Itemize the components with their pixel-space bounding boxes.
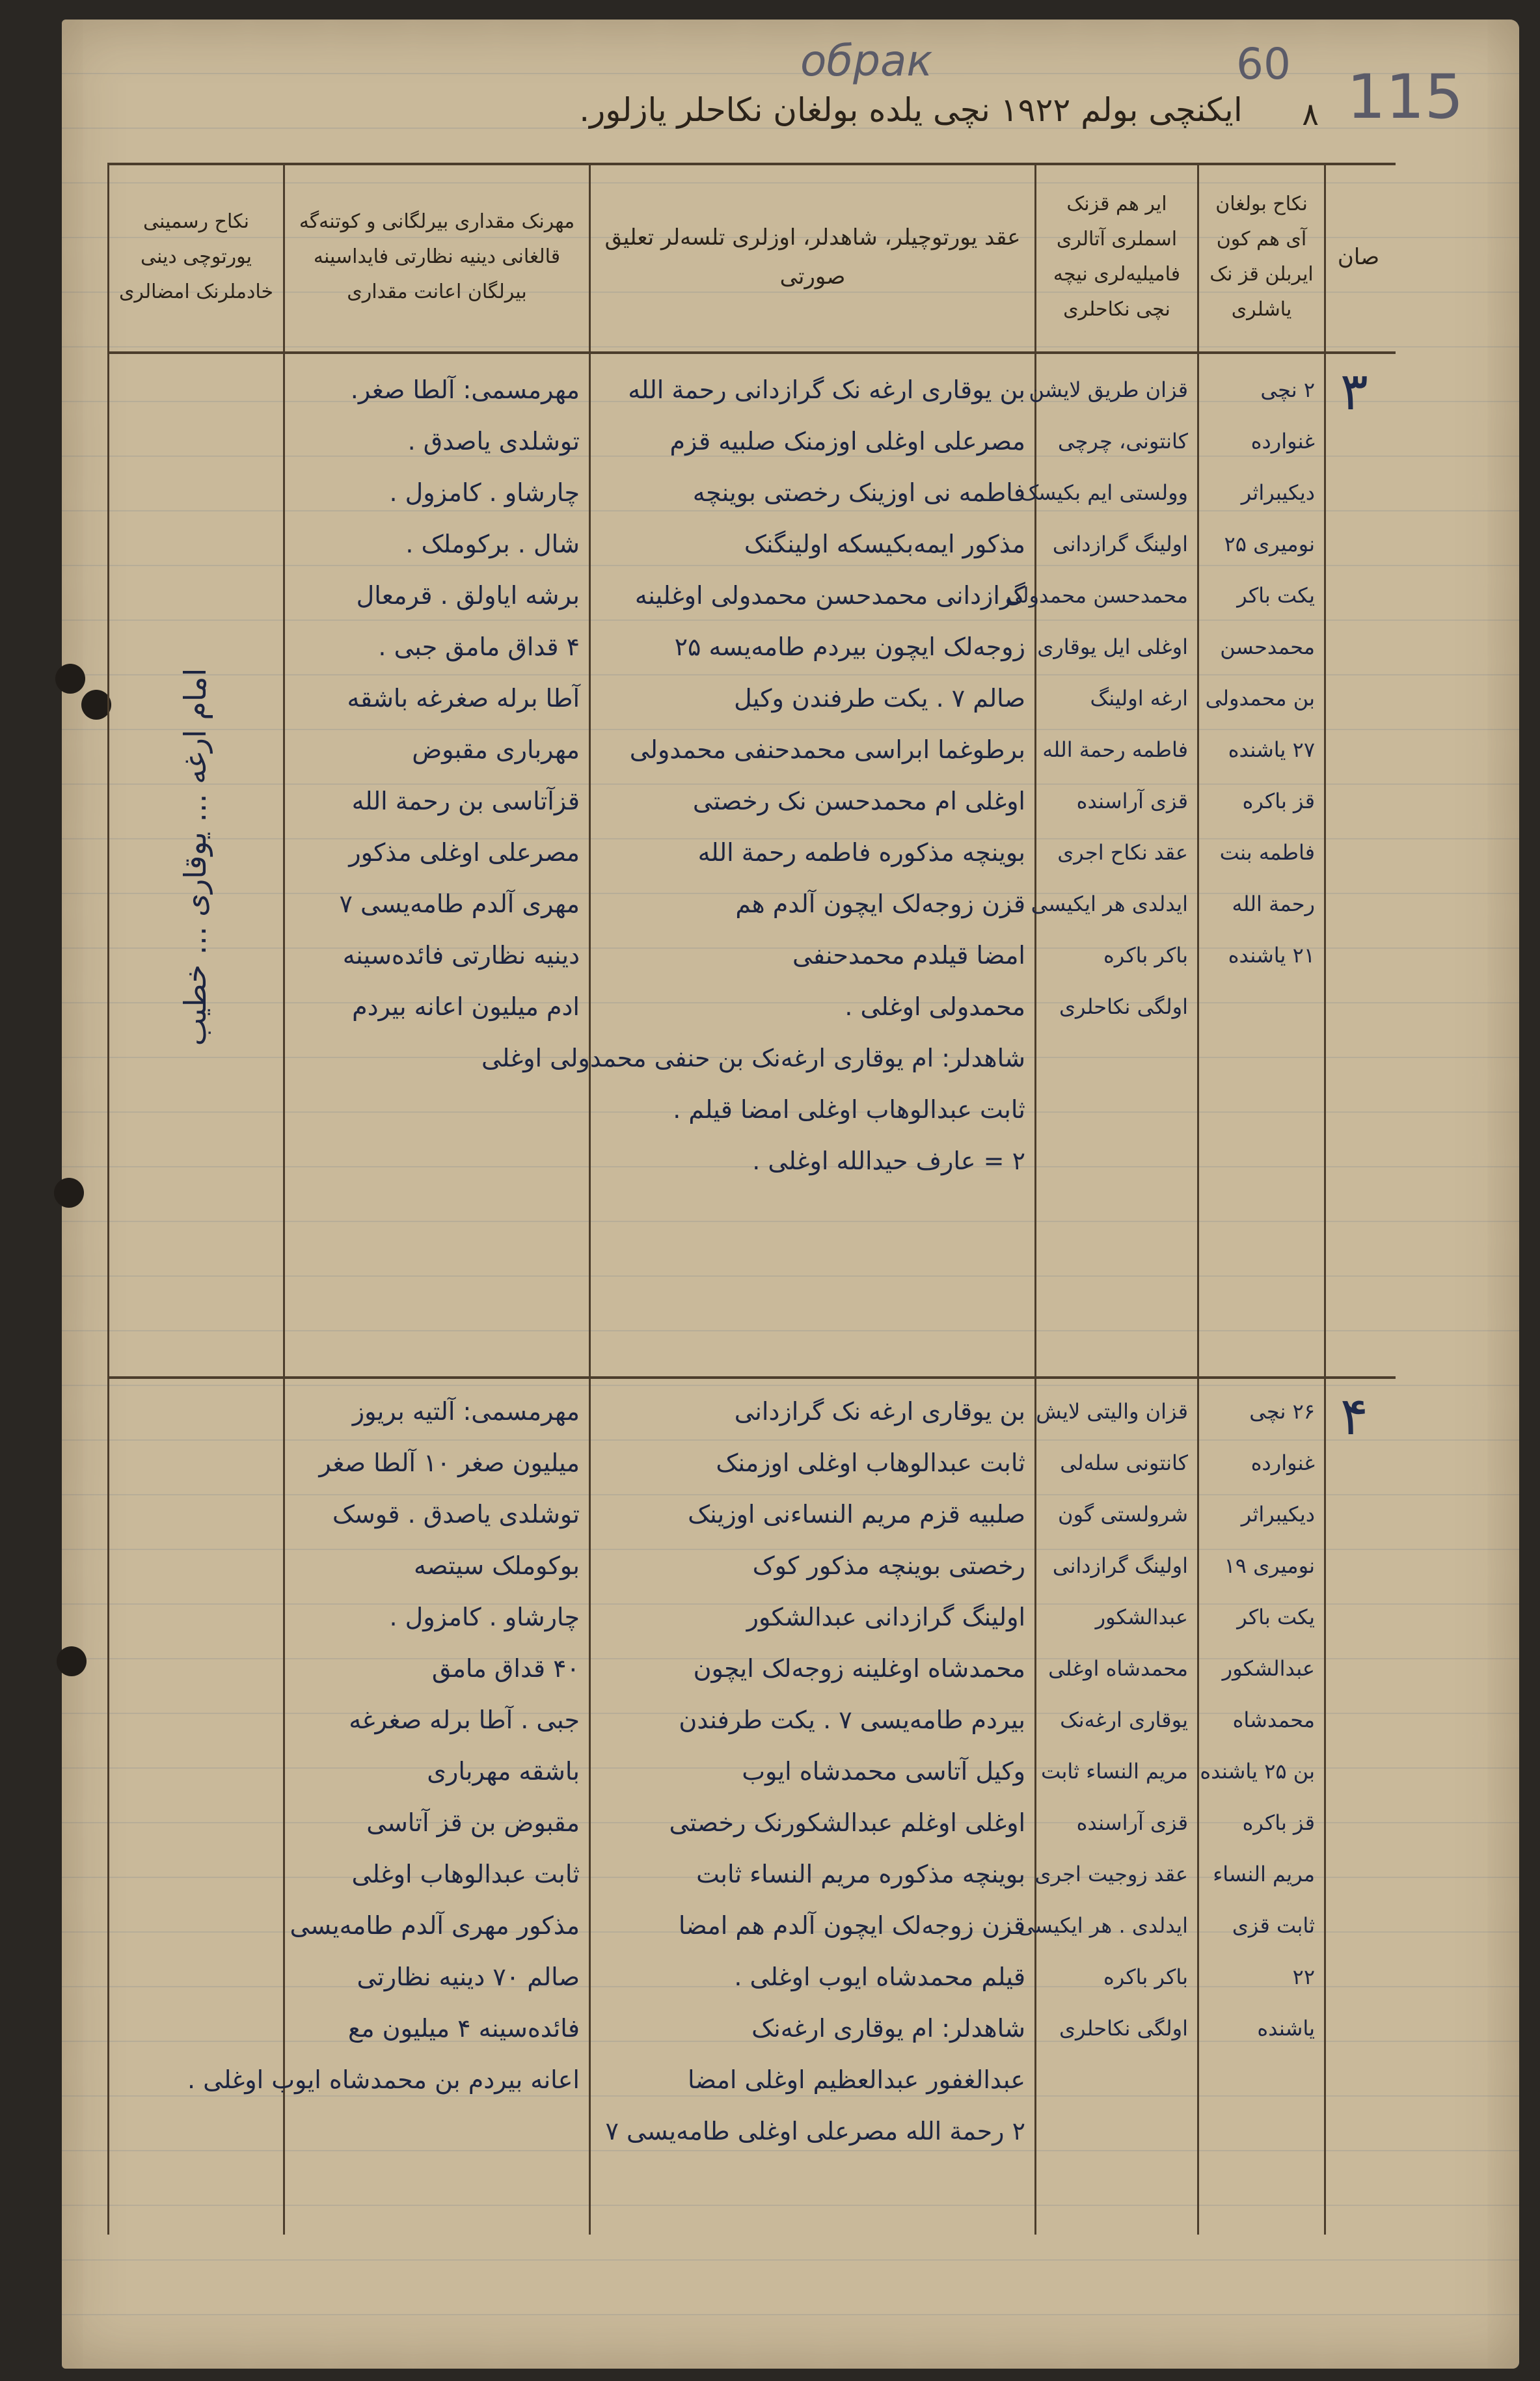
date-line: غنوارده xyxy=(1250,1450,1315,1475)
names-line: باکر باکره xyxy=(1103,943,1188,968)
entry-names xyxy=(1005,364,1197,1033)
mahr-line: ۴۰ قداق مامق xyxy=(431,1654,580,1683)
date-line: یکت باکر xyxy=(1237,1605,1315,1629)
date-line: نومیری ۲۵ xyxy=(1224,532,1315,556)
mahr-line: مهری آلدم طامه‌یسی ۷ xyxy=(339,890,580,918)
mahr-line: مصرعلی اوغلی مذکور xyxy=(349,838,580,867)
details-line: زوجه‌لک ایچون بیردم طامه‌یسه ۲۵ xyxy=(674,633,1025,661)
column-header-number: صان xyxy=(1337,244,1380,270)
mahr-line: مقبوض بن قز آتاسی xyxy=(366,1808,580,1837)
details-line: مصرعلی اوغلی اوزمنک صلبیه قزم xyxy=(669,427,1025,456)
mahr-line: برشه ایاولق . قرمعال xyxy=(356,581,580,610)
entry-date-ages xyxy=(1199,1386,1324,2054)
mahr-line: اعانه بیردم بن محمدشاه ایوب اوغلی . xyxy=(187,2065,580,2094)
names-line: محمدشاه اوغلی xyxy=(1048,1656,1188,1681)
details-line: صالم ۷ . یکت طرفندن وکیل xyxy=(734,684,1025,713)
witness-line: ثابت عبدالوهاب اوغلی امضا قیلم . xyxy=(673,1095,1025,1124)
details-line: بن یوقاری ارغه نک گرازدانی xyxy=(734,1397,1025,1426)
names-line: عقد نکاح اجری xyxy=(1057,840,1188,865)
date-line: ۲۷ یاشنده xyxy=(1228,737,1315,762)
mahr-line: ثابت عبدالوهاب اوغلی xyxy=(351,1860,580,1888)
column-header-names: ایر هم قزنک اسملری آتالری فامیلیه‌لری نیچه نچی نکاحلری xyxy=(1053,193,1181,321)
entry-witnesses xyxy=(285,1033,1034,1187)
date-line: یاشنده xyxy=(1257,2016,1315,2041)
mahr-line: مهرمسمی: آلتیه بریوز xyxy=(352,1397,580,1426)
names-line: اولینگ گرازدانی xyxy=(1052,1553,1188,1578)
names-line: کانتونی، چرچی xyxy=(1057,429,1188,454)
details-line: محمدشاه اوغلینه زوجه‌لک ایچون xyxy=(693,1654,1025,1683)
date-line: مریم النساء xyxy=(1213,1862,1315,1886)
date-line: ۲ نچی xyxy=(1260,377,1315,402)
mahr-line: مذکور مهری آلدم طامه‌یسی xyxy=(290,1911,580,1940)
column-rule xyxy=(1324,165,1326,2235)
mahr-line: توشلدی یاصدق . xyxy=(407,427,580,456)
names-line: ارغه اولینگ xyxy=(1090,686,1188,711)
entry-witnesses xyxy=(285,2106,1034,2157)
details-line: بن یوقاری ارغه نک گرازدانی رحمة الله xyxy=(628,375,1025,404)
details-line: بیردم طامه‌یسی ۷ . یکت طرفندن xyxy=(679,1706,1025,1734)
date-line: قز باکره xyxy=(1242,789,1315,813)
details-line: رخصتی بوینچه مذکور کوک xyxy=(752,1551,1025,1580)
names-line: مریم النساء ثابت xyxy=(1041,1759,1188,1784)
details-line: قیلم محمدشاه ایوب اوغلی . xyxy=(734,1963,1025,1991)
details-line: وکیل آتاسی محمدشاه ایوب xyxy=(742,1757,1025,1786)
details-line: اوغلی ام محمدحسن نک رخصتی xyxy=(692,787,1025,815)
details-line: ثابت عبدالوهاب اوغلی اوزمنک xyxy=(716,1449,1025,1477)
mahr-line: دینیه نظارتی فائده‌سینه xyxy=(342,941,580,970)
pencil-stamp: обрак xyxy=(800,36,933,86)
officiant-signature: امام ارغه ... یوقاری ... خطیب xyxy=(178,668,213,1046)
column-header-signatures: نکاح رسمینی یورتوچی دینی خادملرنک امضالری xyxy=(118,210,274,303)
mahr-line: فائده‌سینه ۴ میلیون مع xyxy=(348,2014,580,2043)
page-title: ایکنچی بولم ۱۹۲۲ نچی یلده بولغان نکاحلر یازلور. xyxy=(579,91,1243,129)
details-line: برطوغما ابراسی محمدحنفی محمدولی xyxy=(629,735,1025,764)
binding-hole xyxy=(57,1646,87,1676)
details-line: قزن زوجه‌لک ایچون آلدم هم امضا xyxy=(678,1911,1025,1940)
details-line: صلبیه قزم مریم النساءنی اوزینک xyxy=(688,1500,1025,1529)
entry-names xyxy=(1018,1386,1197,2054)
date-line: غنوارده xyxy=(1250,429,1315,454)
names-line: محمدحسن محمدولی xyxy=(1005,583,1188,608)
pencil-page-number: 115 xyxy=(1347,62,1464,133)
names-line: عقد زوجیت اجری xyxy=(1034,1862,1188,1886)
column-rule xyxy=(107,165,109,2235)
entry-mahr xyxy=(285,364,589,1033)
names-line: اوغلی ایل یوقاری xyxy=(1037,634,1188,659)
entry-divider-rule xyxy=(107,1376,1396,1379)
date-line: عبدالشکور xyxy=(1222,1656,1315,1681)
details-line: بوینچه مذکوره فاطمه رحمة الله xyxy=(697,838,1025,867)
details-line: قزن زوجه‌لک ایچون آلدم هم xyxy=(735,890,1025,918)
entry-mahr xyxy=(187,1386,589,2106)
mahr-line: قزآتاسی بن رحمة الله xyxy=(351,787,580,815)
entry-number: ۴ xyxy=(1340,1386,1368,1447)
details-line: بوینچه مذکوره مریم النساء ثابت xyxy=(696,1860,1025,1888)
names-line: اولگی نکاحلری xyxy=(1059,994,1188,1019)
names-line: ایدلدی . هر ایکیسی xyxy=(1018,1913,1188,1938)
mahr-line: میلیون صغر ۱۰ آلطا صغر xyxy=(319,1449,580,1477)
mahr-line: صالم ۷۰ دینیه نظارتی xyxy=(357,1963,580,1991)
date-line: ۲۶ نچی xyxy=(1249,1399,1315,1424)
date-line: ثابت قزی xyxy=(1232,1913,1315,1938)
names-line: قزی آراسنده xyxy=(1076,1810,1188,1835)
binding-hole xyxy=(55,664,85,694)
witness-line: شاهدلر: ام یوقاری ارغه‌نک بن حنفی محمدولی اوغلی xyxy=(481,1044,1025,1072)
mahr-line: ادم میلیون اعانه بیردم xyxy=(352,992,580,1021)
page-number: ۸ xyxy=(1302,96,1319,133)
details-line: فاطمه نی اوزینک رخصتی بوینچه xyxy=(692,478,1025,507)
date-line: ۲۲ xyxy=(1292,1965,1315,1989)
column-header-officiants: عقد یورتوچیلر، شاهدلر، اوزلری تلسه‌لر تعلیق صورتی xyxy=(604,224,1021,290)
names-line: اولگی نکاحلری xyxy=(1059,2016,1188,2041)
names-line: ایدلدی هر ایکیسی xyxy=(1031,891,1188,916)
mahr-line: جبی . آطا برله صغرغه xyxy=(349,1706,580,1734)
date-line: بن محمدولی xyxy=(1205,686,1315,711)
details-line: محمدولی اوغلی . xyxy=(844,992,1025,1021)
names-line: باکر باکره xyxy=(1103,1965,1188,1989)
mahr-line: مهرمسمی: آلطا صغر. xyxy=(350,375,580,404)
column-header-mahr: مهرنک مقداری بیرلگانی و کوتنه‌گه قالغانی دینیه نظارتی فایداسینه بیرلگان اعانت مقداری xyxy=(299,210,575,303)
mahr-line: چارشاو . کامزول . xyxy=(389,478,580,507)
header-bottom-rule xyxy=(107,351,1396,354)
witness-line: ۲ = عارف حیدالله اوغلی . xyxy=(752,1147,1025,1175)
date-line: محمدحسن xyxy=(1220,634,1315,659)
names-line: کانتونی سله‌لی xyxy=(1060,1450,1188,1475)
entry-date-ages xyxy=(1199,364,1324,981)
names-line: فاطمه رحمة الله xyxy=(1042,737,1188,762)
names-line: قزان طریق لایشن xyxy=(1029,377,1188,402)
mahr-line: چارشاو . کامزول . xyxy=(389,1603,580,1631)
names-line: عبدالشکور xyxy=(1095,1605,1188,1629)
names-line: قزی آراسنده xyxy=(1076,789,1188,813)
date-line: یکت باکر xyxy=(1237,583,1315,608)
mahr-line: شال . برکوملک . xyxy=(405,530,580,558)
details-line: مذکور ایمه‌بکیسکه اولینگنک xyxy=(744,530,1025,558)
details-line: عبدالغفور عبدالعظیم اوغلی امضا xyxy=(688,2065,1025,2094)
mahr-line: باشقه مهرباری xyxy=(427,1757,580,1786)
mahr-line: آطا برله صغرغه باشقه xyxy=(347,684,580,713)
entry-details xyxy=(591,1386,1034,2106)
date-line: دیکیبراثر xyxy=(1241,1502,1315,1527)
date-line: محمدشاه xyxy=(1232,1708,1315,1732)
details-line: اوغلی اوغلم عبدالشکورنک رخصتی xyxy=(669,1808,1025,1837)
date-line: قز باکره xyxy=(1242,1810,1315,1835)
mahr-line: توشلدی یاصدق . قوسک xyxy=(332,1500,580,1529)
entry-number: ۳ xyxy=(1340,361,1368,422)
names-line: یوقاری ارغه‌نک xyxy=(1060,1708,1188,1732)
date-line: رحمة الله xyxy=(1232,891,1315,916)
pencil-folio: 60 xyxy=(1236,39,1291,89)
date-line: فاطمه بنت xyxy=(1219,840,1315,865)
names-line: شرولستی گون xyxy=(1058,1502,1188,1527)
names-line: اولینگ گرازدانی xyxy=(1052,532,1188,556)
date-line: نومیری ۱۹ xyxy=(1224,1553,1315,1578)
details-line: امضا قیلدم محمدحنفی xyxy=(792,941,1025,970)
mahr-line: ۴ قداق مامق جبی . xyxy=(378,633,580,661)
date-line: دیکیبراثر xyxy=(1241,480,1315,505)
details-line: اولینگ گرازدانی عبدالشکور xyxy=(746,1603,1025,1631)
entry-details xyxy=(591,364,1034,1033)
column-header-date: نکاح بولغان آی هم کون ایربلن قز نک یاشلری xyxy=(1209,193,1314,321)
date-line: بن ۲۵ یاشنده xyxy=(1200,1759,1315,1784)
names-line: وولستی ایم بکیسک xyxy=(1020,480,1188,505)
mahr-line: مهرباری مقبوض xyxy=(412,735,580,764)
date-line: ۲۱ یاشنده xyxy=(1228,943,1315,968)
names-line: قزان والیتی لایش xyxy=(1036,1399,1188,1424)
table-top-rule xyxy=(107,163,1396,165)
details-line: شاهدلر: ام یوقاری ارغه‌نک xyxy=(751,2014,1025,2043)
mahr-line: بوکوملک سیتصه xyxy=(413,1551,580,1580)
details-line: گرازدانی محمدحسن محمدولی اوغلینه xyxy=(634,581,1025,610)
binding-hole xyxy=(54,1178,84,1208)
witness-line: ۲ رحمة الله مصرعلی اوغلی طامه‌یسی ۷ xyxy=(605,2117,1025,2145)
